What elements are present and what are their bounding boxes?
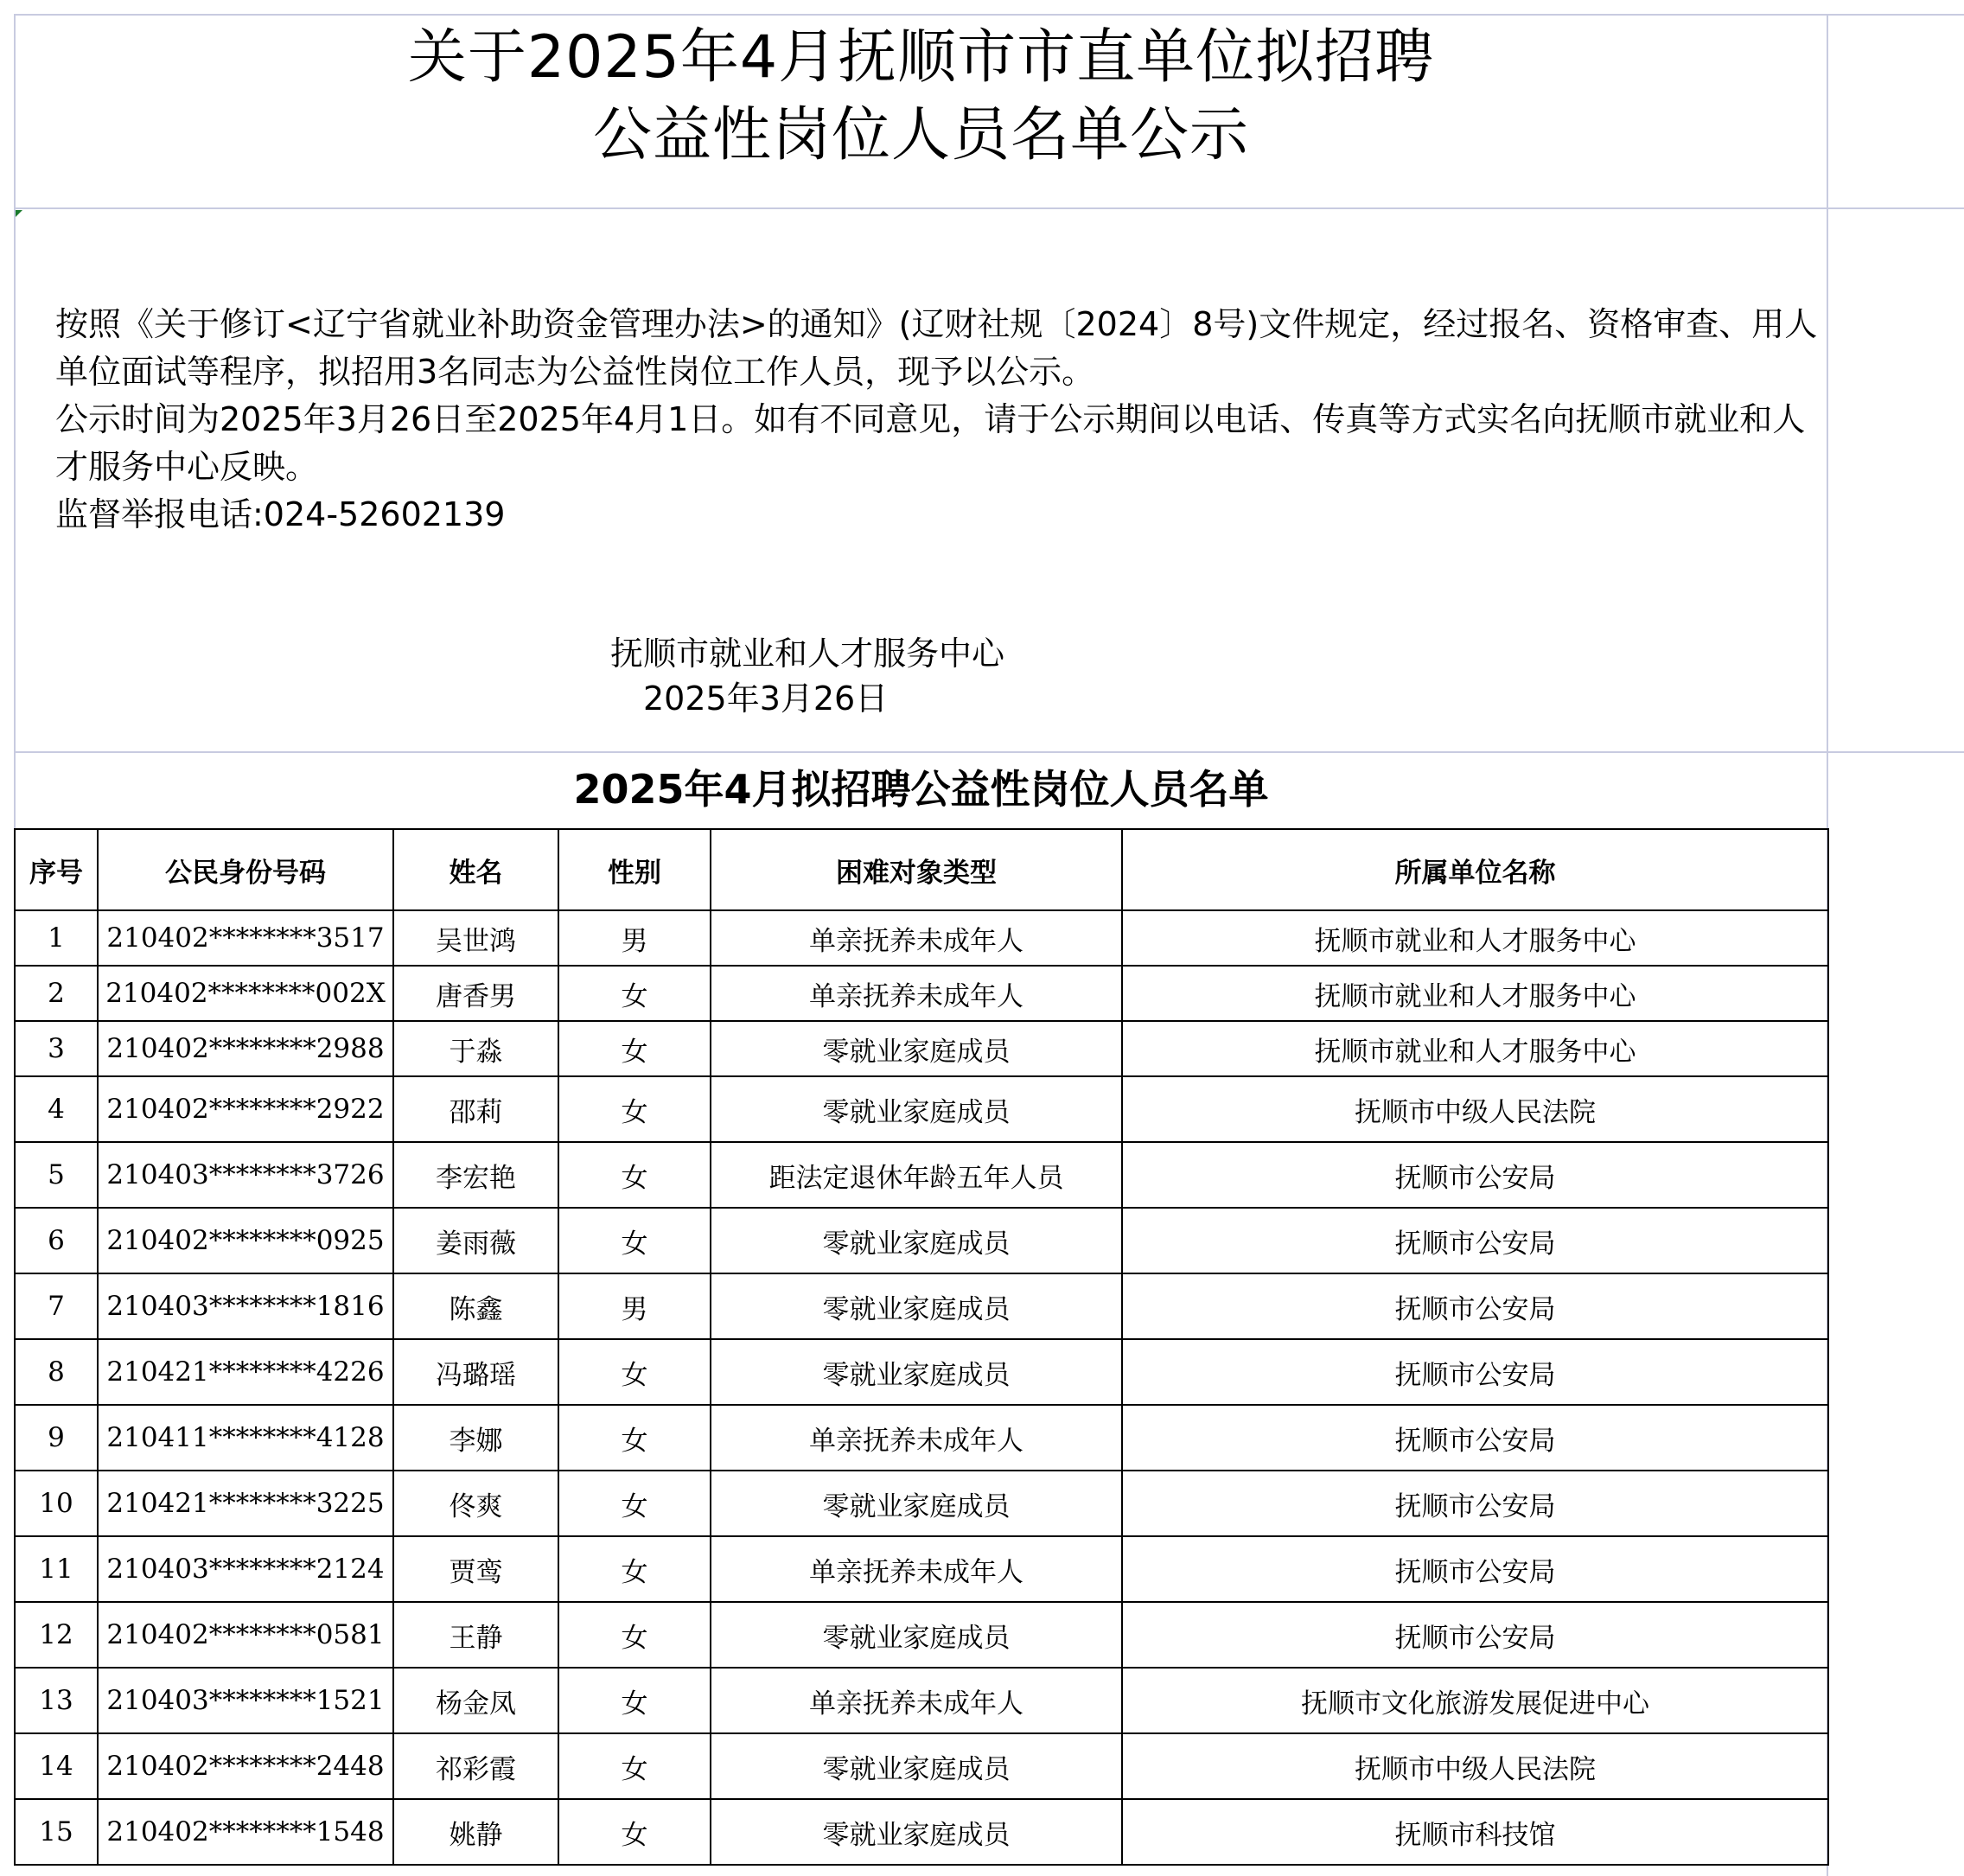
cell-name: 冯璐瑶 [393, 1339, 558, 1405]
gridline [14, 207, 1964, 209]
cell-gender: 女 [558, 1602, 711, 1668]
cell-name: 祁彩霞 [393, 1733, 558, 1799]
cell-id-number: 210403********1816 [98, 1273, 393, 1339]
header-unit: 所属单位名称 [1122, 829, 1828, 910]
cell-hardship-type: 距法定退休年龄五年人员 [711, 1142, 1122, 1208]
cell-name: 吴世鸿 [393, 910, 558, 966]
cell-hardship-type: 单亲抚养未成年人 [711, 910, 1122, 966]
cell-gender: 女 [558, 966, 711, 1021]
table-row [15, 966, 1828, 1021]
table-row [15, 1208, 1828, 1273]
cell-gender: 女 [558, 1536, 711, 1602]
signature-block [610, 631, 1004, 721]
cell-unit: 抚顺市公安局 [1122, 1602, 1828, 1668]
cell-unit: 抚顺市科技馆 [1122, 1799, 1828, 1865]
cell-gender: 男 [558, 910, 711, 966]
cell-id-number: 210402********2922 [98, 1076, 393, 1142]
cell-hardship-type: 零就业家庭成员 [711, 1339, 1122, 1405]
cell-gender: 男 [558, 1273, 711, 1339]
cell-gender: 女 [558, 1405, 711, 1471]
table-row [15, 1602, 1828, 1668]
cell-index: 11 [15, 1536, 98, 1602]
cell-hardship-type: 零就业家庭成员 [711, 1602, 1122, 1668]
notice-hotline: 监督举报电话:024-52602139 [55, 495, 506, 533]
cell-hardship-type: 零就业家庭成员 [711, 1799, 1122, 1865]
cell-index: 1 [15, 910, 98, 966]
cell-hardship-type: 零就业家庭成员 [711, 1273, 1122, 1339]
cell-hardship-type: 零就业家庭成员 [711, 1076, 1122, 1142]
cell-id-number: 210421********4226 [98, 1339, 393, 1405]
cell-name: 佟爽 [393, 1471, 558, 1536]
cell-unit: 抚顺市公安局 [1122, 1339, 1828, 1405]
cell-id-number: 210402********002X [98, 966, 393, 1021]
cell-unit: 抚顺市公安局 [1122, 1471, 1828, 1536]
cell-name: 于淼 [393, 1021, 558, 1076]
notice-paragraph-2: 公示时间为2025年3月26日至2025年4月1日。如有不同意见，请于公示期间以电话、传真等方式实名向抚顺市就业和人才服务中心反映。 [55, 400, 1806, 486]
cell-name: 陈鑫 [393, 1273, 558, 1339]
table-row [15, 1471, 1828, 1536]
title-line-2: 公益性岗位人员名单公示 [592, 101, 1249, 169]
cell-comment-marker [16, 210, 22, 217]
cell-index: 6 [15, 1208, 98, 1273]
table-row [15, 1733, 1828, 1799]
cell-gender: 女 [558, 1021, 711, 1076]
header-gender: 性别 [558, 829, 711, 910]
cell-hardship-type: 单亲抚养未成年人 [711, 1536, 1122, 1602]
cell-hardship-type: 单亲抚养未成年人 [711, 1668, 1122, 1733]
cell-gender: 女 [558, 1339, 711, 1405]
notice-body [19, 301, 1826, 539]
cell-gender: 女 [558, 1142, 711, 1208]
cell-name: 李娜 [393, 1405, 558, 1471]
cell-hardship-type: 零就业家庭成员 [711, 1208, 1122, 1273]
cell-id-number: 210402********0925 [98, 1208, 393, 1273]
cell-gender: 女 [558, 1668, 711, 1733]
cell-id-number: 210403********1521 [98, 1668, 393, 1733]
cell-id-number: 210402********3517 [98, 910, 393, 966]
cell-index: 13 [15, 1668, 98, 1733]
cell-id-number: 210403********3726 [98, 1142, 393, 1208]
cell-unit: 抚顺市就业和人才服务中心 [1122, 966, 1828, 1021]
cell-index: 12 [15, 1602, 98, 1668]
cell-id-number: 210403********2124 [98, 1536, 393, 1602]
table-row [15, 1536, 1828, 1602]
table-row [15, 1339, 1828, 1405]
cell-name: 姚静 [393, 1799, 558, 1865]
table-header-row [15, 829, 1828, 910]
cell-index: 5 [15, 1142, 98, 1208]
table-row [15, 1142, 1828, 1208]
cell-gender: 女 [558, 1799, 711, 1865]
table-row [15, 1799, 1828, 1865]
cell-name: 王静 [393, 1602, 558, 1668]
cell-hardship-type: 单亲抚养未成年人 [711, 966, 1122, 1021]
cell-name: 唐香男 [393, 966, 558, 1021]
cell-unit: 抚顺市就业和人才服务中心 [1122, 1021, 1828, 1076]
cell-hardship-type: 零就业家庭成员 [711, 1733, 1122, 1799]
signer-org: 抚顺市就业和人才服务中心 [610, 635, 1005, 673]
table-row [15, 1076, 1828, 1142]
cell-unit: 抚顺市公安局 [1122, 1405, 1828, 1471]
cell-index: 9 [15, 1405, 98, 1471]
cell-index: 4 [15, 1076, 98, 1142]
cell-id-number: 210402********0581 [98, 1602, 393, 1668]
list-title: 2025年4月拟招聘公益性岗位人员名单 [573, 766, 1269, 813]
header-name: 姓名 [393, 829, 558, 910]
cell-unit: 抚顺市文化旅游发展促进中心 [1122, 1668, 1828, 1733]
cell-unit: 抚顺市公安局 [1122, 1142, 1828, 1208]
gridline [14, 14, 1964, 16]
notice-paragraph-1: 按照《关于修订<辽宁省就业补助资金管理办法>的通知》(辽财社规〔2024〕8号)文件规定，经过报名、资格审查、用人单位面试等程序，拟招用3名同志为公益性岗位工作人员，现予以公示。 [55, 305, 1818, 391]
cell-hardship-type: 单亲抚养未成年人 [711, 1405, 1122, 1471]
cell-unit: 抚顺市公安局 [1122, 1208, 1828, 1273]
cell-index: 10 [15, 1471, 98, 1536]
table-row [15, 1668, 1828, 1733]
cell-index: 14 [15, 1733, 98, 1799]
header-id-number: 公民身份号码 [98, 829, 393, 910]
header-hardship-type: 困难对象类型 [711, 829, 1122, 910]
personnel-table [14, 828, 1829, 1866]
cell-index: 7 [15, 1273, 98, 1339]
cell-id-number: 210421********3225 [98, 1471, 393, 1536]
cell-gender: 女 [558, 1076, 711, 1142]
title-line-1: 关于2025年4月抚顺市市直单位拟招聘 [407, 23, 1435, 92]
cell-index: 2 [15, 966, 98, 1021]
table-row [15, 1273, 1828, 1339]
cell-name: 姜雨薇 [393, 1208, 558, 1273]
cell-unit: 抚顺市就业和人才服务中心 [1122, 910, 1828, 966]
table-row [15, 1405, 1828, 1471]
cell-index: 15 [15, 1799, 98, 1865]
table-row [15, 1021, 1828, 1076]
cell-name: 贾鸾 [393, 1536, 558, 1602]
cell-id-number: 210402********2988 [98, 1021, 393, 1076]
cell-gender: 女 [558, 1471, 711, 1536]
cell-name: 邵莉 [393, 1076, 558, 1142]
page-title [16, 19, 1827, 201]
header-index: 序号 [15, 829, 98, 910]
cell-unit: 抚顺市中级人民法院 [1122, 1076, 1828, 1142]
cell-id-number: 210411********4128 [98, 1405, 393, 1471]
cell-index: 3 [15, 1021, 98, 1076]
cell-hardship-type: 零就业家庭成员 [711, 1471, 1122, 1536]
cell-id-number: 210402********1548 [98, 1799, 393, 1865]
signer-date: 2025年3月26日 [643, 680, 889, 718]
cell-unit: 抚顺市中级人民法院 [1122, 1733, 1828, 1799]
cell-gender: 女 [558, 1208, 711, 1273]
cell-unit: 抚顺市公安局 [1122, 1273, 1828, 1339]
cell-gender: 女 [558, 1733, 711, 1799]
cell-hardship-type: 零就业家庭成员 [711, 1021, 1122, 1076]
cell-unit: 抚顺市公安局 [1122, 1536, 1828, 1602]
cell-id-number: 210402********2448 [98, 1733, 393, 1799]
cell-name: 李宏艳 [393, 1142, 558, 1208]
cell-index: 8 [15, 1339, 98, 1405]
cell-name: 杨金凤 [393, 1668, 558, 1733]
table-row [15, 910, 1828, 966]
